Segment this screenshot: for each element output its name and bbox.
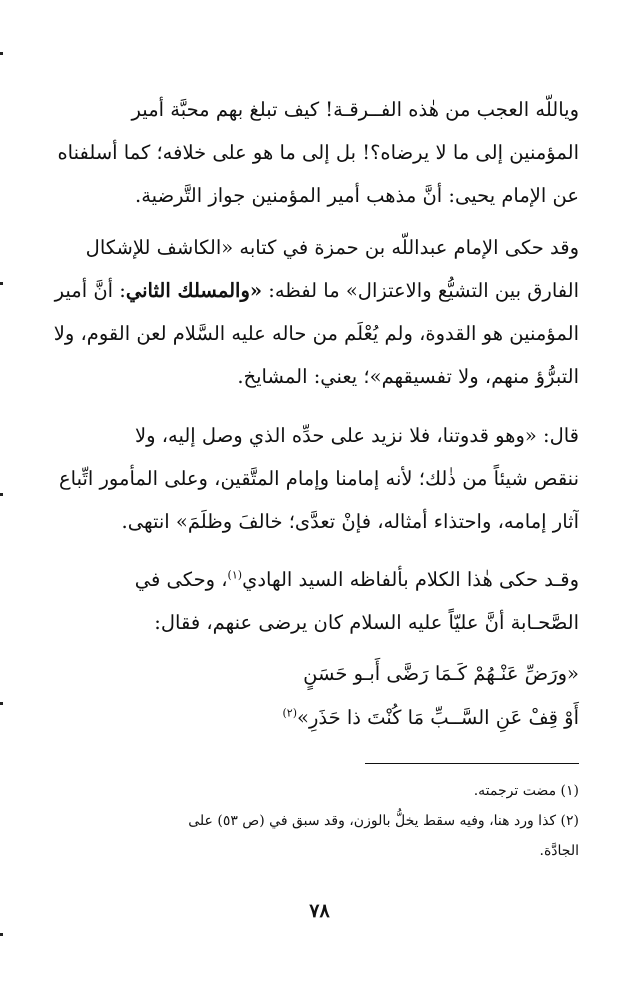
- text-line: وياللّه العجب من هٰذه الفــرقـة! كيف تبلغ بهم محبَّة أمير: [131, 98, 579, 121]
- margin-mark: [0, 702, 3, 705]
- margin-mark: [0, 493, 3, 496]
- footnote-2: (٢) كذا ورد هنا، وفيه سقط يخلُّ بالوزن، وقد سبق في (ص ٥٣) على: [188, 813, 579, 829]
- text-line: وقد حكى الإمام عبداللّه بن حمزة في كتابه «الكاشف للإشكال: [85, 236, 579, 259]
- text-segment: ، وحكى في: [134, 568, 228, 591]
- footnote-2-continued: الجادَّة.: [539, 843, 579, 859]
- footnote-divider: [365, 763, 579, 764]
- paragraph-2: [38, 226, 579, 398]
- paragraph-1: [38, 88, 579, 217]
- paragraph-4: [38, 558, 579, 644]
- text-line: قال: «وهو قدوتنا، فلا نزيد على حدِّه الذي وصل إليه، ولا: [135, 424, 579, 447]
- footnotes: [38, 776, 579, 866]
- footnote-marker: (٢): [282, 706, 298, 720]
- text-line: المؤمنين إلى ما لا يرضاه؟! بل إلى ما هو على خلافه؛ كما أسلفناه: [57, 141, 579, 164]
- footnote-1: (١) مضت ترجمته.: [473, 783, 579, 799]
- text-segment: الفارق بين التشيُّع والاعتزال» ما لفظه:: [262, 279, 579, 302]
- text-line: آثار إمامه، واحتذاء أمثاله، فإنْ تعدَّى؛ خالفَ وظلَمَ» انتهى.: [121, 510, 579, 533]
- bold-heading: «والمسلك الثاني: [125, 279, 263, 302]
- footnote-marker: (١): [227, 568, 243, 582]
- text-line: [38, 558, 579, 601]
- paragraph-3: [38, 414, 579, 543]
- text-segment: وقـد حكى هٰذا الكلام بألفاظه السيد الهادي: [242, 568, 579, 591]
- verse-line: «ورَضِّ عَنْـهُمْ كَـمَا رَضَّى أَبـو حَسَنٍ: [303, 662, 579, 685]
- text-segment: : أنَّ أمير: [54, 279, 126, 302]
- margin-mark: [0, 52, 3, 55]
- verse-line: [38, 696, 579, 740]
- margin-mark: [0, 933, 3, 936]
- text-line: المؤمنين هو القدوة، ولم يُعْلَم من حاله عليه السَّلام لعن القوم، ولا: [53, 322, 579, 345]
- text-line: عن الإمام يحيى: أنَّ مذهب أمير المؤمنين جواز التَّرضية.: [135, 184, 579, 207]
- text-line: الصَّحـابة أنَّ عليّاً عليه السلام كان يرضى عنهم، فقال:: [154, 611, 579, 634]
- text-line: ننقص شيئاً من ذٰلك؛ لأنه إمامنا وإمام المتَّقين، وعلى المأمور اتِّباع: [59, 467, 579, 490]
- text-line: [38, 269, 579, 312]
- poem-verse: [38, 652, 579, 740]
- margin-mark: [0, 282, 3, 285]
- text-segment: أَوْ قِفْ عَنِ السَّــبِّ مَا كُنْتَ ذا حَذَرِ»: [297, 706, 579, 729]
- text-line: التبرُّؤ منهم، ولا تفسيقهم»؛ يعني: المشايخ.: [237, 365, 579, 388]
- page-number: ٧٨: [309, 900, 330, 922]
